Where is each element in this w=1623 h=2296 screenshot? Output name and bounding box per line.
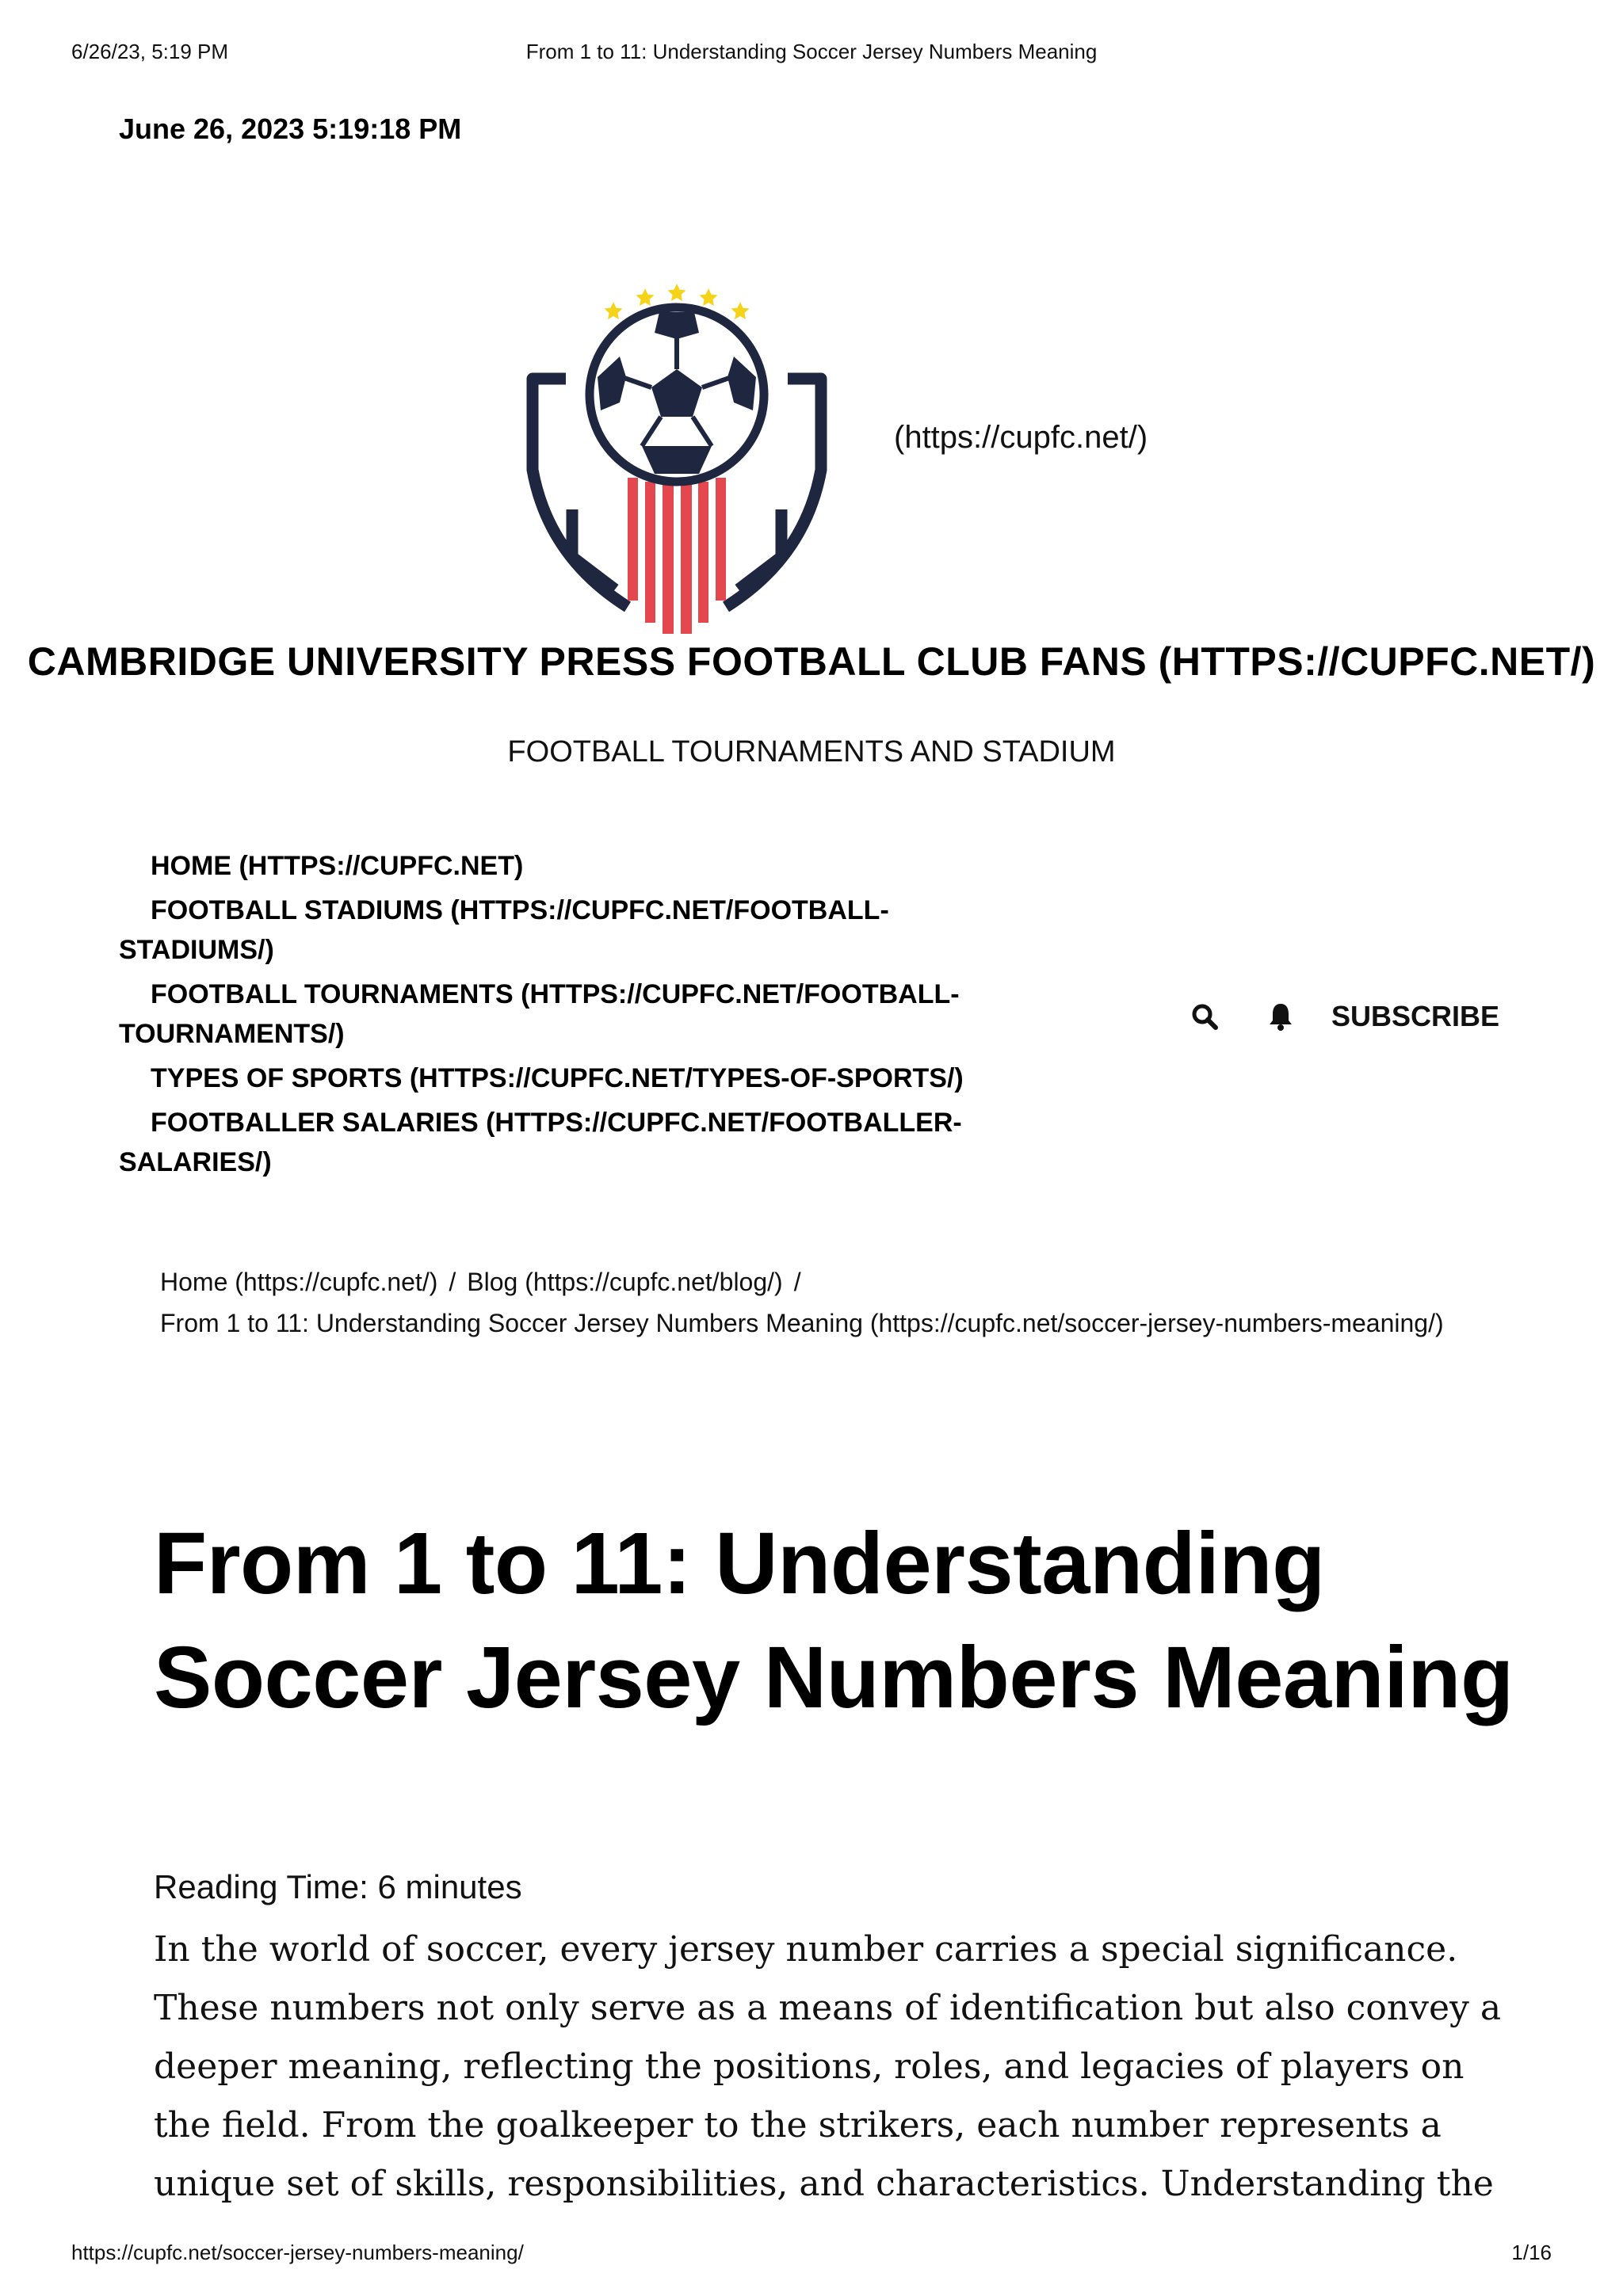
nav-item-football-stadiums[interactable]: FOOTBALL STADIUMS (HTTPS://CUPFC.NET/FOOTBALL-STADIUMS/) — [119, 895, 889, 965]
nav-item-football-tournaments[interactable]: FOOTBALL TOURNAMENTS (HTTPS://CUPFC.NET/FOOTBALL-TOURNAMENTS/) — [119, 979, 960, 1049]
breadcrumb-blog[interactable]: Blog (https://cupfc.net/blog/) — [467, 1268, 783, 1296]
logo-link[interactable]: (https://cupfc.net/) — [894, 420, 1148, 455]
breadcrumb-separator: / — [793, 1268, 801, 1296]
print-url: https://cupfc.net/soccer-jersey-numbers-meaning/ — [71, 2241, 524, 2264]
primary-nav — [119, 846, 1030, 1182]
breadcrumb-home[interactable]: Home (https://cupfc.net/) — [160, 1268, 438, 1296]
reading-time: Reading Time: 6 minutes — [154, 1868, 522, 1905]
current-datetime: June 26, 2023 5:19:18 PM — [119, 113, 462, 145]
print-date: 6/26/23, 5:19 PM — [71, 40, 229, 63]
subscribe-button[interactable]: SUBSCRIBE — [1331, 1000, 1500, 1032]
nav-item-home[interactable]: HOME (HTTPS://CUPFC.NET) — [151, 851, 524, 881]
print-page-number: 1/16 — [1511, 2241, 1552, 2264]
club-logo[interactable] — [526, 284, 827, 635]
breadcrumb-current[interactable]: From 1 to 11: Understanding Soccer Jersey Numbers Meaning (https://cupfc.net/soccer-jersey-numbers-meaning/) — [160, 1309, 1444, 1337]
search-icon[interactable] — [1189, 1001, 1220, 1032]
breadcrumb-separator: / — [449, 1268, 456, 1296]
soccer-ball-icon — [590, 307, 764, 482]
bell-icon[interactable] — [1265, 1001, 1296, 1032]
nav-item-footballer-salaries[interactable]: FOOTBALLER SALARIES (HTTPS://CUPFC.NET/FOOTBALLER-SALARIES/) — [119, 1108, 962, 1177]
site-title[interactable]: CAMBRIDGE UNIVERSITY PRESS FOOTBALL CLUB FANS (HTTPS://CUPFC.NET/) — [27, 639, 1596, 684]
print-page-title: From 1 to 11: Understanding Soccer Jersey Numbers Meaning — [525, 40, 1098, 63]
article-title: From 1 to 11: Understanding Soccer Jersey Numbers Meaning — [154, 1515, 1514, 1726]
nav-item-types-of-sports[interactable]: TYPES OF SPORTS (HTTPS://CUPFC.NET/TYPES-OF-SPORTS/) — [151, 1063, 964, 1093]
stripes-icon — [628, 478, 726, 634]
site-tagline: FOOTBALL TOURNAMENTS AND STADIUM — [507, 735, 1116, 769]
article-intro: In the world of soccer, every jersey number carries a special significance. These numbers not only serve as a means of identification but also convey a deeper meaning, reflecting the positions, roles, and legacies of players on the field. From the goalkeeper to the strikers, each number represents a unique set of skills, responsibilities, and characteristics. Understanding the — [154, 1929, 1502, 2204]
header-tools — [1189, 994, 1499, 1039]
breadcrumb — [160, 1261, 1523, 1344]
